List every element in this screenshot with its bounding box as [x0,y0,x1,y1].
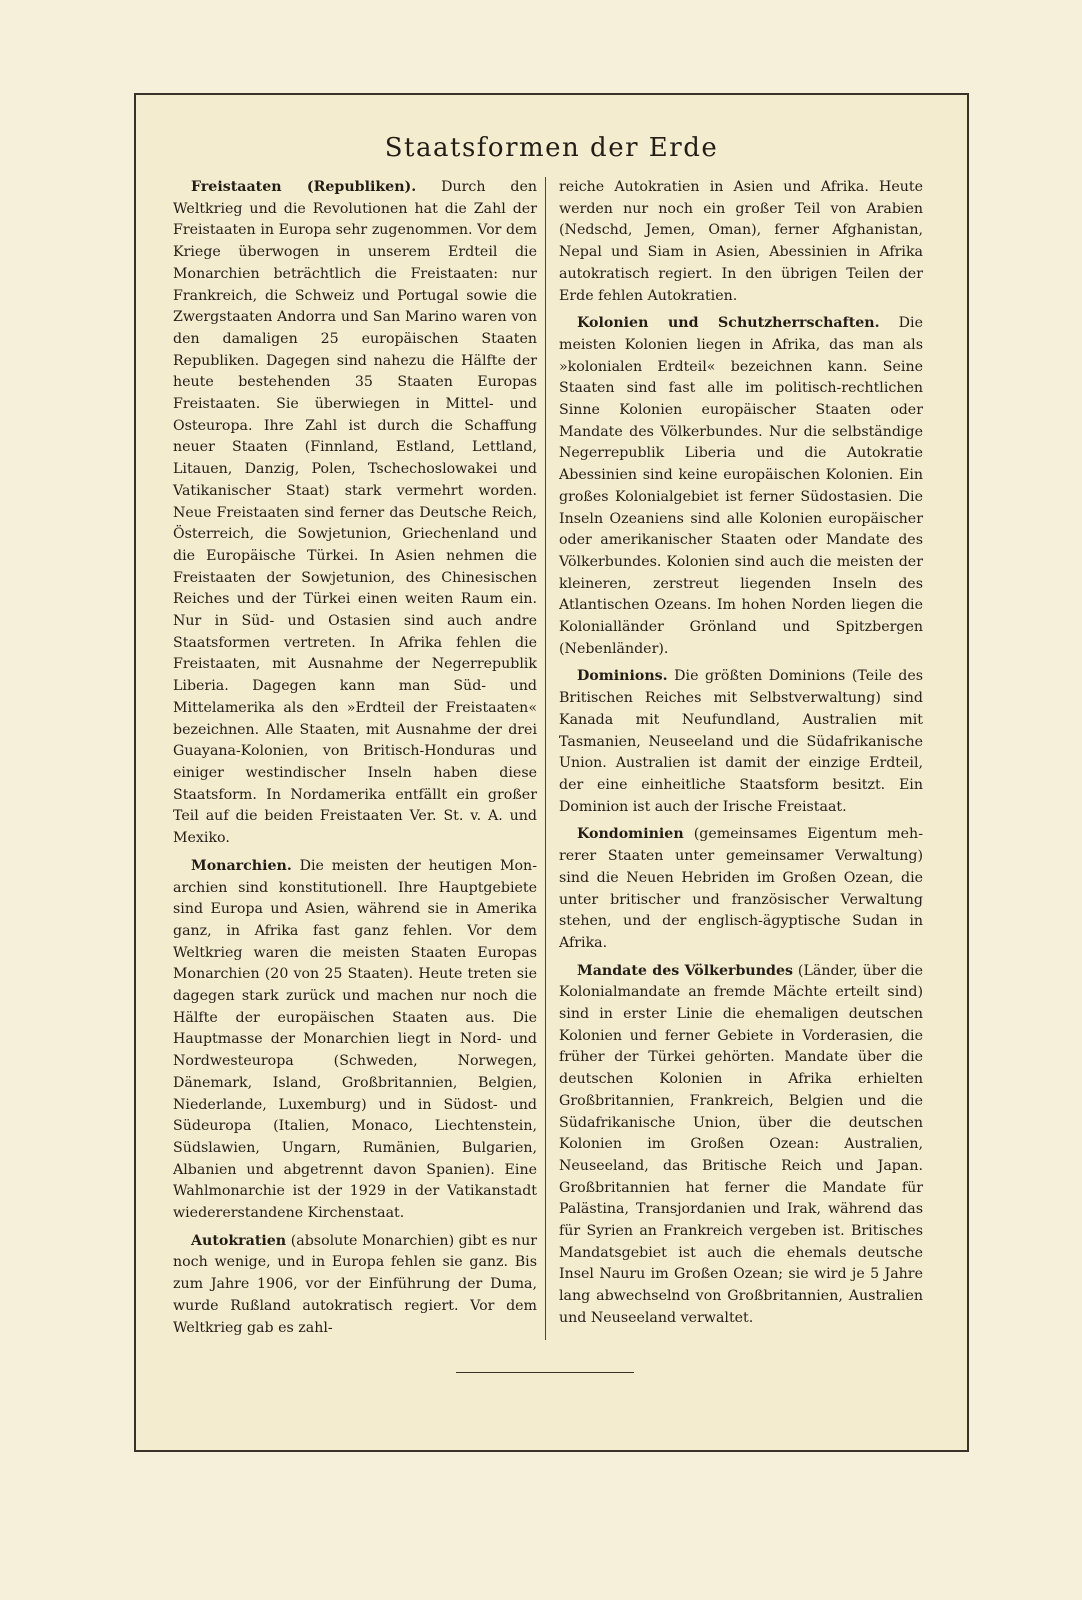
section-text: (absolute Monarchien) gibt es nur noch wenige, und in Europa fehlen sie ganz. Bis zum Jahre 1906, vor der Einführung der Duma, wurde Rußland autokratisch regiert. Vor dem Weltkrieg gab es zahl- [173,1232,537,1336]
section-text: Die meisten der heutigen Monarchien sind konstitutionell. Ihre Hauptgebiete sind Europa und Asien, während sie in Amerika ganz, in Afrika fast ganz fehlen. Vor dem Weltkrieg waren die meisten Staaten Europas Monarchien (20 von 25 Staaten). Heute treten sie dagegen stark zurück und machen nur noch die Hälfte der europäischen Staaten aus. Die Hauptmasse der Monarchien liegt in Nord- und Nordwesteuropa (Schweden, Norwegen, Dänemark, Island, Großbritannien, Belgien, Niederlande, Luxemburg) und in Südost- und Südeuropa (Italien, Monaco, Liechtenstein, Südslawien, Ungarn, Rumänien, Bulgarien, Albanien und abgetrennt davon Spanien). Eine Wahlmonarchie ist der 1929 in der Vatikanstadt wiedererstandene Kirchenstaat. [173,857,537,1222]
section-heading: Autokratien [191,1232,287,1249]
section-autokratien-continued [559,177,923,307]
section-heading: Kondominien [577,826,684,843]
section-heading: Kolonien und Schutzherrschaften. [577,315,880,332]
section-mandate [559,961,923,1330]
left-column [173,177,537,1345]
right-column [559,177,923,1336]
section-freistaaten [173,177,537,850]
section-kolonien [559,313,923,660]
column-divider [545,177,546,1340]
section-heading: Mandate des Völkerbundes [577,962,793,979]
section-text: (gemeinsames Eigentum mehrerer Staaten unter gemeinsamer Verwaltung) sind die Neuen Hebriden im Großen Ozean, die unter britischer und französischer Verwaltung stehen, und der englisch-ägyptische Sudan in Afrika. [559,826,923,951]
bottom-rule [456,1372,634,1373]
section-text: Die meisten Kolonien liegen in Afrika, das man als »kolonialen Erdteil« bezeichnen kann. Seine Staaten sind fast alle im politisch-rechtlichen Sinne Kolonien europäischer Staaten oder Mandate des Völkerbundes. Nur die selbständige Negerrepublik Liberia und die Autokratie Abessinien sind keine europäischen Kolonien. Ein großes Kolonialgebiet ist ferner Südostasien. Die Inseln Ozeaniens sind alle Kolonien europäischer oder amerikanischer Staaten oder Mandate des Völkerbundes. Kolonien sind auch die meisten der kleineren, zerstreut liegenden Inseln des Atlantischen Ozeans. Im hohen Norden liegen die Kolonialländer Grönland und Spitzbergen (Nebenländer). [559,315,923,657]
section-text: Durch den Weltkrieg und die Revolutionen hat die Zahl der Freistaaten in Europa sehr zugenommen. Vor dem Kriege überwogen in unserem Erdteil die Monarchien beträchtlich die Freistaaten: nur Frankreich, die Schweiz und Portugal sowie die Zwergstaaten Andorra und San Marino waren von den damaligen 25 europäischen Staaten Republiken. Dagegen sind nahezu die Hälfte der heute bestehenden 35 Staaten Europas Freistaaten. Sie überwiegen in Mittel- und Osteuropa. Ihre Zahl ist durch die Schaffung neuer Staaten (Finnland, Estland, Lettland, Litauen, Danzig, Polen, Tschechoslowakei und Vatikanischer Staat) stark vermehrt worden. Neue Freistaaten sind ferner das Deutsche Reich, Österreich, die Sowjetunion, Griechenland und die Europäische Türkei. In Asien nehmen die Freistaaten der Sowjetunion, des Chinesischen Reiches und der Türkei einen weiten Raum ein. Nur in Süd- und Ostasien sind auch andre Staatsformen vertreten. In Afrika fehlen die Freistaaten, mit Ausnahme der Negerrepublik Liberia. Dagegen kann man Süd- und Mittelamerika als den »Erdteil der Freistaaten« bezeichnen. Alle Staaten, mit Ausnahme der drei Guayana-Kolonien, von Britisch-Honduras und einiger westindischer Inseln haben diese Staatsform. In Nordamerika entfällt ein großer Teil auf die beiden Freistaaten Ver. St. v. A. und Mexiko. [173,179,537,847]
page-frame [134,93,969,1452]
section-autokratien [173,1231,537,1340]
section-text: reiche Autokratien in Asien und Afrika. Heute werden nur noch ein großer Teil von Arabien (Nedschd, Jemen, Oman), ferner Afghanistan, Nepal und Siam in Asien, Abessinien in Afrika autokratisch regiert. In den übrigen Teilen der Erde fehlen Autokratien. [559,179,923,304]
section-kondominien [559,824,923,954]
section-monarchien [173,856,537,1225]
section-text: (Länder, über die Kolonialmandate an fremde Mächte erteilt sind) sind in erster Linie die ehemaligen deutschen Kolonien und ferner Gebiete in Vorderasien, die früher der Türkei gehörten. Mandate über die deutschen Kolonien in Afrika erhielten Großbritannien, Frankreich, Belgien und die Südafrikanische Union, über die deutschen Kolonien im Großen Ozean: Australien, Neuseeland, das Britische Reich und Japan. Großbritannien hat ferner die Mandate für Palästina, Transjordanien und Irak, während das für Syrien an Frankreich vergeben ist. Britisches Mandatsgebiet ist auch die ehemals deutsche Insel Nauru im Großen Ozean; sie wird je 5 Jahre lang abwechselnd von Großbritannien, Australien und Neuseeland verwaltet. [559,962,923,1326]
section-text: Die größten Dominions (Teile des Britischen Reiches mit Selbstverwaltung) sind Kanada mit Neufundland, Australien mit Tasmanien, Neuseeland und die Südafrikanische Union. Australien ist damit der einzige Erdteil, der eine einheitliche Staatsform besitzt. Ein Dominion ist auch der Irische Freistaat. [559,668,923,815]
section-heading: Monarchien. [191,857,292,874]
section-dominions [559,666,923,818]
section-heading: Dominions. [577,668,668,685]
section-heading: Freistaaten (Republiken). [191,179,417,195]
page-title: Staatsformen der Erde [384,133,719,163]
